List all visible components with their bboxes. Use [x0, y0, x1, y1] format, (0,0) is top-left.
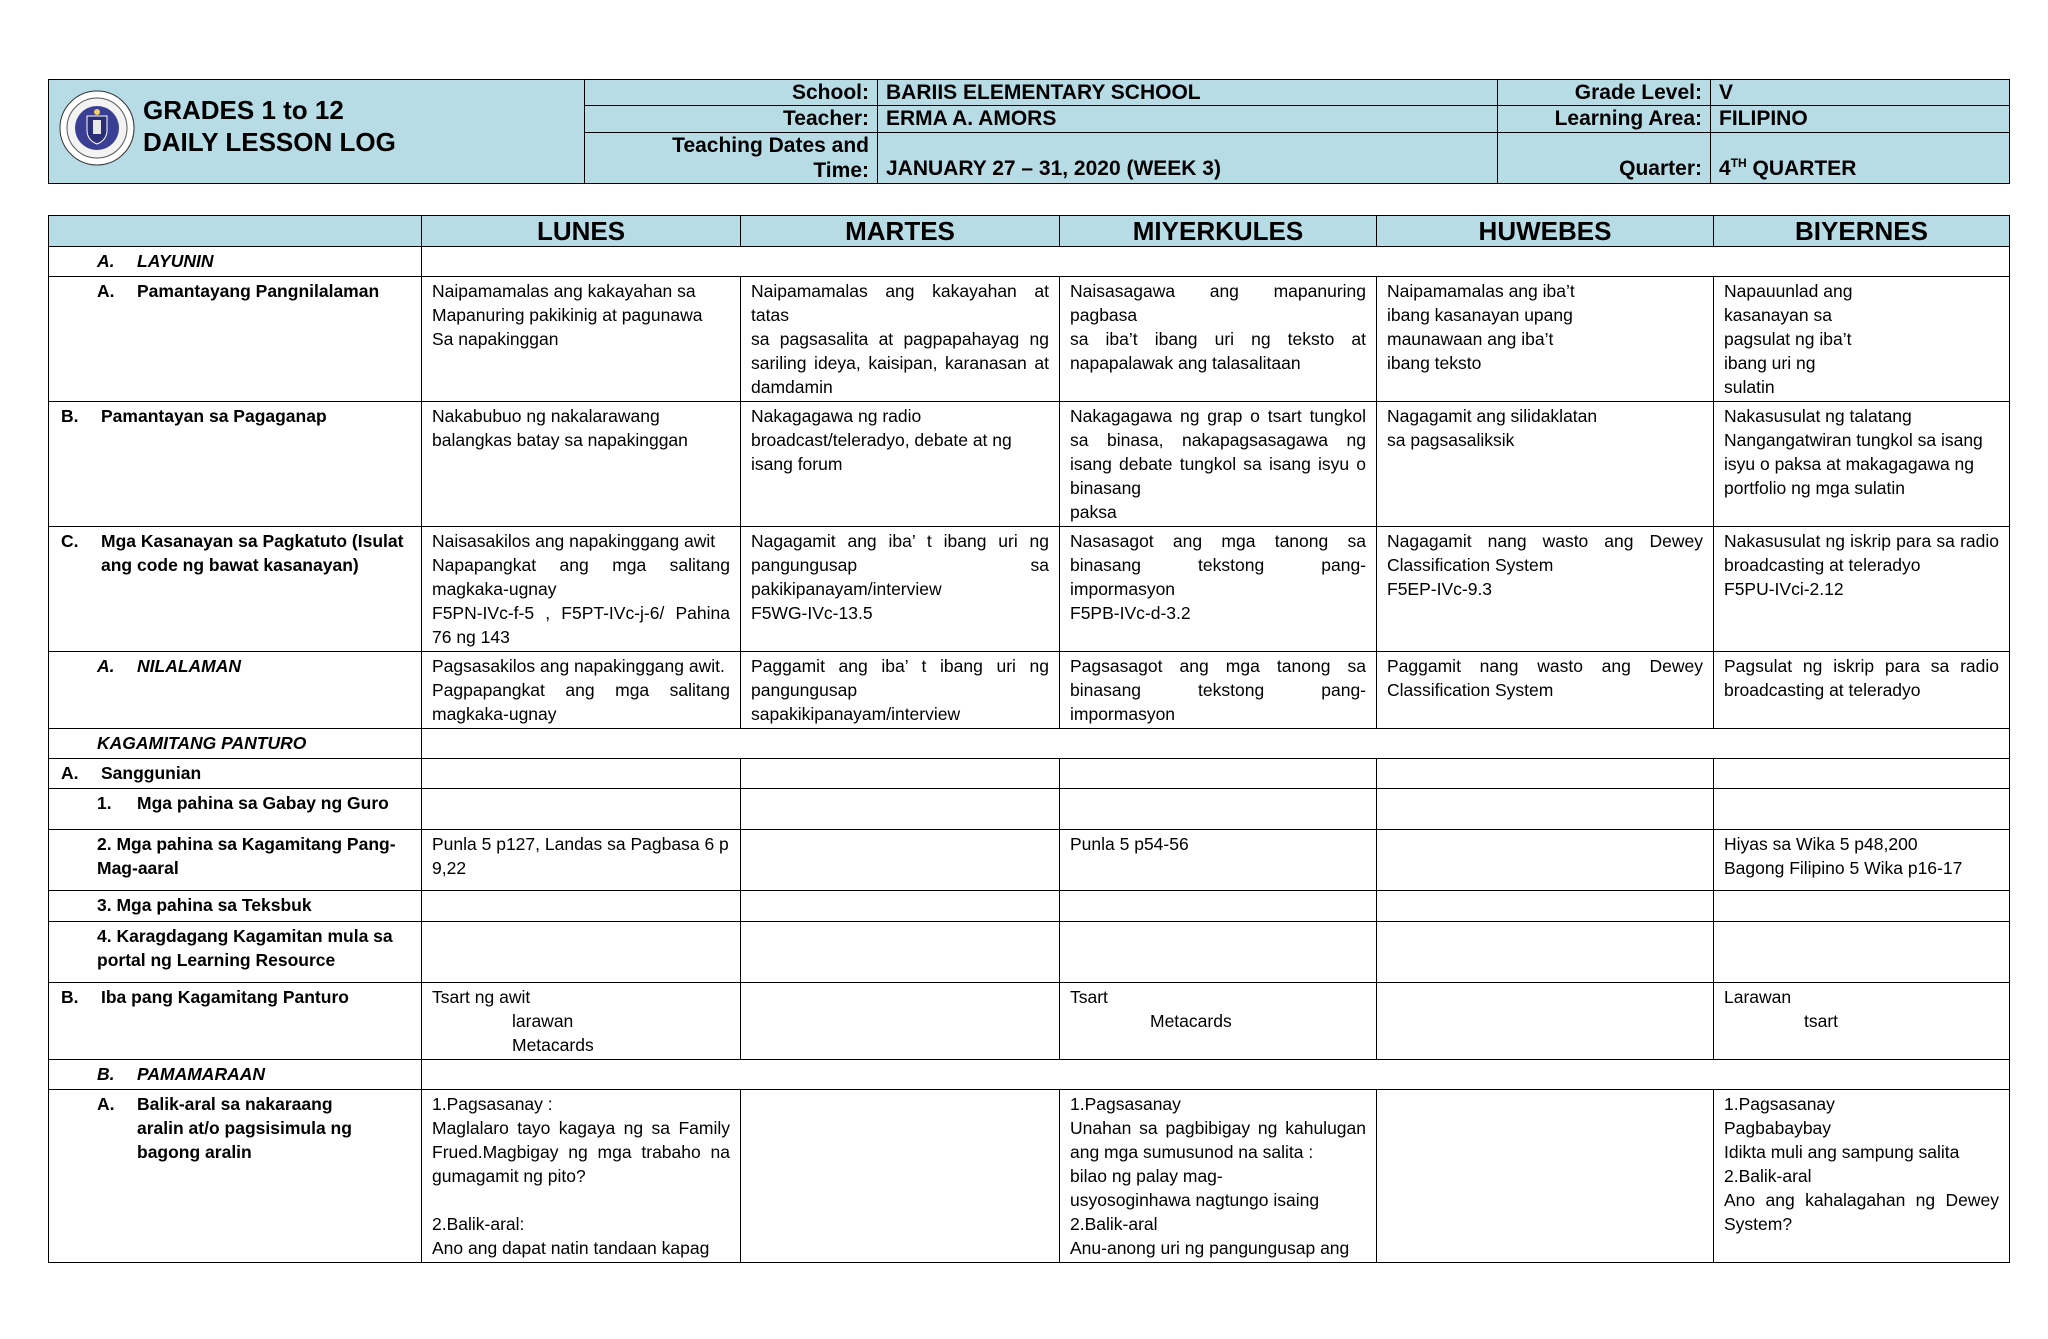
day-header-blank	[49, 216, 422, 247]
material-2: tsart	[1804, 1011, 1839, 1031]
cell-thu	[1377, 983, 1714, 1060]
cell-tue: Naipamamalas ang kakayahan at tatas sa pagsasalita at pagpapahayag ng sariling ideya, kaisipan, karanasan at damdamin	[741, 277, 1060, 402]
cell-thu: Nagagamit nang wasto ang Dewey Classification System F5EP-IVc-9.3	[1377, 527, 1714, 652]
cell-wed: Punla 5 p54-56	[1060, 830, 1377, 891]
learning-area-label: Learning Area:	[1498, 106, 1711, 132]
cell-mon: Punla 5 p127, Landas sa Pagbasa 6 p 9,22	[422, 830, 741, 891]
quarter-number: 4	[1719, 157, 1731, 180]
row-label	[49, 652, 422, 729]
cell-mon: 1.Pagsasanay : Maglalaro tayo kagaya ng sa Family Frued.Magbigay ng mga trabaho na gumagamit ng pito? 2.Balik-aral: Ano ang dapat natin tandaan kapag	[422, 1090, 741, 1263]
cell-mon	[422, 789, 741, 830]
cell-wed: Pagsasagot ang mga tanong sa binasang tekstong pang-impormasyon	[1060, 652, 1377, 729]
row-label	[49, 983, 422, 1060]
row-pamantayang	[49, 277, 2010, 402]
cell-thu	[1377, 922, 1714, 983]
cell-fri: Napauunlad ang kasanayan sa pagsulat ng iba’t ibang uri ng sulatin	[1714, 277, 2010, 402]
row-label-text: LAYUNIN	[137, 251, 214, 271]
day-header-fri: BIYERNES	[1714, 216, 2010, 247]
cell-wed	[1060, 983, 1377, 1060]
cell-thu: Nagagamit ang silidaklatan sa pagsasaliksik	[1377, 402, 1714, 527]
material-1: Tsart ng awit	[432, 987, 531, 1007]
teacher-label: Teacher:	[585, 106, 878, 132]
material-2: Metacards	[1150, 1011, 1232, 1031]
row-label-text: Balik-aral sa nakaraang aralin at/o pagsisimula ng bagong aralin	[137, 1094, 352, 1162]
row-marker: 1.	[97, 793, 112, 813]
cell-thu	[1377, 830, 1714, 891]
row-teksbuk	[49, 891, 2010, 922]
cell-tue: Nakagagawa ng radio broadcast/teleradyo, debate at ng isang forum	[741, 402, 1060, 527]
day-header-row	[49, 216, 2010, 247]
row-marker: B.	[97, 1064, 115, 1084]
cell-mon: Naipamamalas ang kakayahan sa Mapanuring pakikinig at pagunawa Sa napakinggan	[422, 277, 741, 402]
row-balik-aral	[49, 1090, 2010, 1263]
cell-mon	[422, 759, 741, 789]
title-line-2: DAILY LESSON LOG	[143, 127, 396, 157]
cell-tue	[741, 891, 1060, 922]
cell-mon	[422, 983, 741, 1060]
cell-fri	[1714, 891, 2010, 922]
quarter-value	[1711, 132, 2010, 184]
row-label	[49, 789, 422, 830]
cell-wed	[1060, 891, 1377, 922]
cell-tue	[741, 1090, 1060, 1263]
row-span-blank	[422, 247, 2010, 277]
row-gabay	[49, 789, 2010, 830]
cell-fri	[1714, 983, 2010, 1060]
school-value: BARIIS ELEMENTARY SCHOOL	[878, 80, 1498, 106]
cell-tue	[741, 922, 1060, 983]
cell-wed: Nasasagot ang mga tanong sa binasang tekstong pang-impormasyon F5PB-IVc-d-3.2	[1060, 527, 1377, 652]
document-title	[143, 94, 396, 158]
row-label-text: NILALAMAN	[137, 656, 242, 676]
cell-wed: Nakagagawa ng grap o tsart tungkol sa binasa, nakapagsasagawa ng isang debate tungkol sa isang isyu o binasang paksa	[1060, 402, 1377, 527]
material-2: larawan	[512, 1011, 574, 1031]
school-label: School:	[585, 80, 878, 106]
row-span-blank	[422, 729, 2010, 759]
row-iba-pang	[49, 983, 2010, 1060]
row-label	[49, 759, 422, 789]
cell-thu	[1377, 1090, 1714, 1263]
cell-thu	[1377, 891, 1714, 922]
row-label-text: Mga pahina sa Gabay ng Guro	[137, 793, 389, 813]
grade-level-value: V	[1711, 80, 2010, 106]
cell-wed: 1.Pagsasanay Unahan sa pagbibigay ng kahulugan ang mga sumusunod na salita : bilao ng palay mag- usyosoginhawa nagtungo isaing 2.Balik-aral Anu-anong uri ng pangungusap ang	[1060, 1090, 1377, 1263]
cell-thu	[1377, 759, 1714, 789]
day-header-thu: HUWEBES	[1377, 216, 1714, 247]
row-label	[49, 247, 422, 277]
title-line-1: GRADES 1 to 12	[143, 95, 344, 125]
row-pamamaraan	[49, 1060, 2010, 1090]
learning-area-value: FILIPINO	[1711, 106, 2010, 132]
cell-mon: Nakabubuo ng nakalarawang balangkas batay sa napakinggan	[422, 402, 741, 527]
day-header-tue: MARTES	[741, 216, 1060, 247]
deped-seal-icon	[59, 90, 135, 166]
row-label: 2. Mga pahina sa Kagamitang Pang-Mag-aaral	[49, 830, 422, 891]
row-kagamitan	[49, 729, 2010, 759]
cell-tue: Paggamit ang iba’ t ibang uri ng pangungusap sapakikipanayam/interview	[741, 652, 1060, 729]
cell-wed	[1060, 922, 1377, 983]
dates-value: JANUARY 27 – 31, 2020 (WEEK 3)	[878, 132, 1498, 184]
row-karagdagan	[49, 922, 2010, 983]
cell-mon	[422, 891, 741, 922]
material-1: Tsart	[1070, 987, 1108, 1007]
row-marker: A.	[61, 763, 79, 783]
row-span-blank	[422, 1060, 2010, 1090]
cell-tue: Nagagamit ang iba’ t ibang uri ng pangungusap sa pakikipanayam/interview F5WG-IVc-13.5	[741, 527, 1060, 652]
row-label	[49, 277, 422, 402]
row-label-text: Sanggunian	[101, 763, 202, 783]
lesson-table	[48, 215, 2010, 1263]
cell-fri: Hiyas sa Wika 5 p48,200 Bagong Filipino 5 Wika p16-17	[1714, 830, 2010, 891]
row-label: 3. Mga pahina sa Teksbuk	[49, 891, 422, 922]
quarter-word: QUARTER	[1746, 157, 1857, 180]
row-label: 4. Karagdagang Kagamitan mula sa portal ng Learning Resource	[49, 922, 422, 983]
cell-tue	[741, 789, 1060, 830]
dates-label-line-2: Time:	[813, 158, 869, 182]
day-header-mon: LUNES	[422, 216, 741, 247]
header-table	[48, 79, 2010, 184]
cell-fri: Nakasusulat ng talatang Nangangatwiran tungkol sa isang isyu o paksa at makagagawa ng portfolio ng mga sulatin	[1714, 402, 2010, 527]
row-label-text: Pamantayan sa Pagaganap	[101, 406, 327, 426]
cell-wed: Naisasagawa ang mapanuring pagbasa sa iba’t ibang uri ng teksto at napapalawak ang talasalitaan	[1060, 277, 1377, 402]
cell-mon: Naisasakilos ang napakinggang awit Napapangkat ang mga salitang magkaka-ugnay F5PN-IVc-f-5 , F5PT-IVc-j-6/ Pahina 76 ng 143	[422, 527, 741, 652]
cell-thu: Paggamit nang wasto ang Dewey Classification System	[1377, 652, 1714, 729]
row-label: KAGAMITANG PANTURO	[49, 729, 422, 759]
row-label-text: PAMAMARAAN	[137, 1064, 265, 1084]
cell-fri	[1714, 922, 2010, 983]
cell-fri: Nakasusulat ng iskrip para sa radio broadcasting at teleradyo F5PU-IVci-2.12	[1714, 527, 2010, 652]
teacher-value: ERMA A. AMORS	[878, 106, 1498, 132]
row-kasanayan	[49, 527, 2010, 652]
row-marker: B.	[61, 987, 79, 1007]
cell-tue	[741, 830, 1060, 891]
cell-wed	[1060, 759, 1377, 789]
row-marker: A.	[97, 281, 115, 301]
cell-wed	[1060, 789, 1377, 830]
day-header-wed: MIYERKULES	[1060, 216, 1377, 247]
dates-label-line-1: Teaching Dates and	[672, 133, 869, 157]
cell-mon: Pagsasakilos ang napakinggang awit. Pagpapangkat ang mga salitang magkaka-ugnay	[422, 652, 741, 729]
row-label	[49, 1060, 422, 1090]
row-label-text: Pamantayang Pangnilalaman	[137, 281, 380, 301]
cell-thu: Naipamamalas ang iba’t ibang kasanayan upang maunawaan ang iba’t ibang teksto	[1377, 277, 1714, 402]
quarter-label: Quarter:	[1498, 132, 1711, 184]
row-nilalaman	[49, 652, 2010, 729]
cell-fri	[1714, 789, 2010, 830]
material-1: Larawan	[1724, 987, 1792, 1007]
cell-fri	[1714, 759, 2010, 789]
dates-label	[585, 132, 878, 184]
row-label	[49, 527, 422, 652]
row-marker: B.	[61, 406, 79, 426]
header-logo-cell	[49, 80, 585, 184]
cell-thu	[1377, 789, 1714, 830]
row-marker: A.	[97, 1094, 115, 1114]
quarter-suffix: TH	[1730, 156, 1747, 170]
row-pangmag	[49, 830, 2010, 891]
row-label-text: Iba pang Kagamitang Panturo	[101, 987, 349, 1007]
cell-fri: Pagsulat ng iskrip para sa radio broadcasting at teleradyo	[1714, 652, 2010, 729]
cell-tue	[741, 983, 1060, 1060]
row-marker: A.	[97, 251, 115, 271]
material-3: Metacards	[512, 1035, 594, 1055]
row-label-text: Mga Kasanayan sa Pagkatuto (Isulat ang code ng bawat kasanayan)	[101, 531, 404, 575]
row-marker: A.	[97, 656, 115, 676]
cell-fri: 1.Pagsasanay Pagbabaybay Idikta muli ang sampung salita 2.Balik-aral Ano ang kahalagahan ng Dewey System?	[1714, 1090, 2010, 1263]
row-layunin	[49, 247, 2010, 277]
row-marker: C.	[61, 531, 79, 551]
row-sanggunian	[49, 759, 2010, 789]
row-pagaganap	[49, 402, 2010, 527]
cell-tue	[741, 759, 1060, 789]
grade-level-label: Grade Level:	[1498, 80, 1711, 106]
cell-mon	[422, 922, 741, 983]
row-label	[49, 1090, 422, 1263]
row-label	[49, 402, 422, 527]
